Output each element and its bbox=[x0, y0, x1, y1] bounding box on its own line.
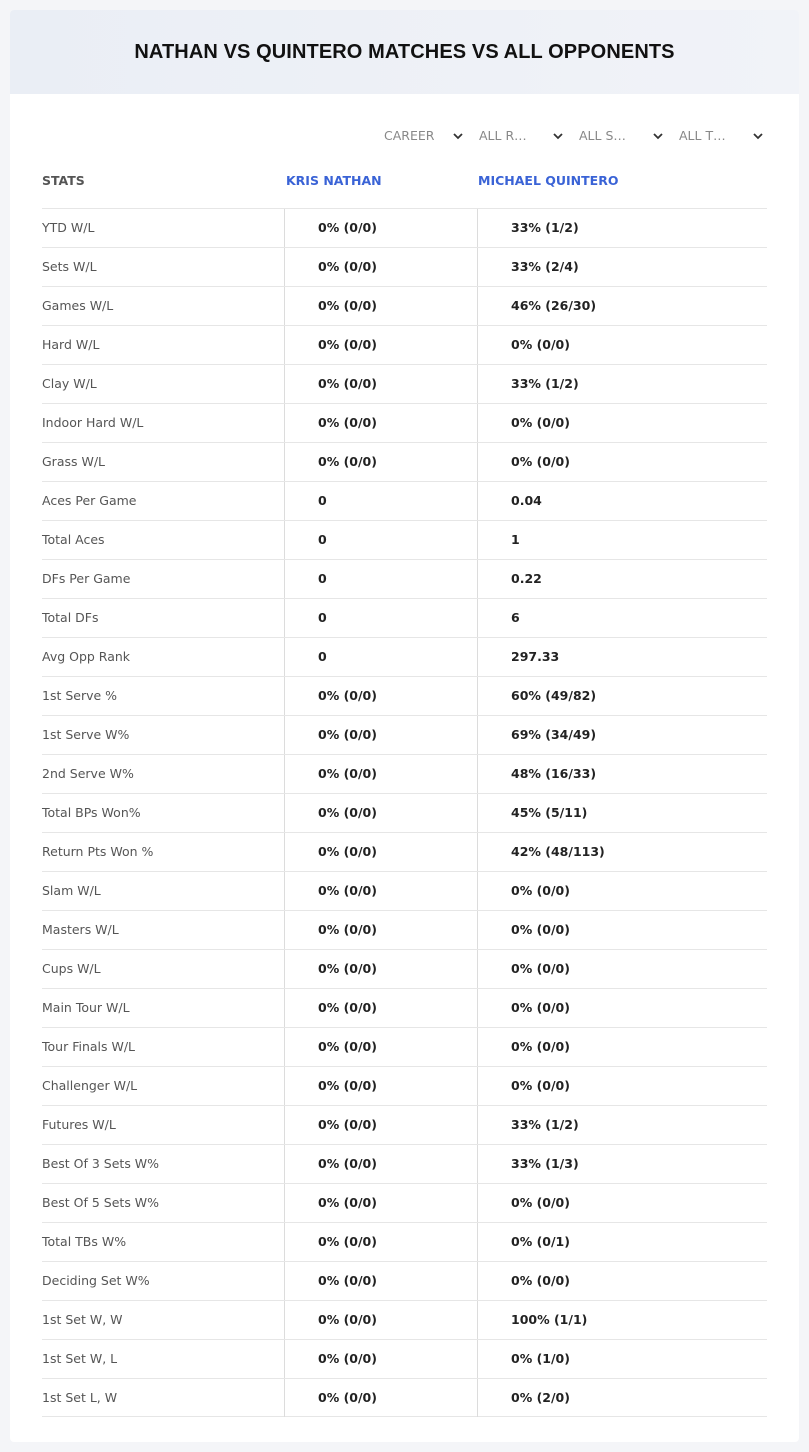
stat-label: 1st Serve W% bbox=[42, 716, 285, 754]
stat-label: Deciding Set W% bbox=[42, 1262, 285, 1300]
player2-value: 33% (1/2) bbox=[511, 1117, 579, 1132]
stats-card bbox=[10, 10, 799, 1442]
player2-value: 6 bbox=[511, 610, 520, 625]
stat-label: YTD W/L bbox=[42, 209, 285, 247]
table-row bbox=[42, 1066, 767, 1105]
player2-value: 42% (48/113) bbox=[511, 844, 605, 859]
filter-career[interactable] bbox=[384, 128, 464, 143]
stat-label: Best Of 5 Sets W% bbox=[42, 1184, 285, 1222]
stat-label: Total TBs W% bbox=[42, 1223, 285, 1261]
player2-value: 0% (0/1) bbox=[511, 1234, 570, 1249]
stat-label: Indoor Hard W/L bbox=[42, 404, 285, 442]
header bbox=[10, 10, 799, 94]
player2-value: 0% (0/0) bbox=[511, 1195, 570, 1210]
table-row bbox=[42, 871, 767, 910]
player2-value: 297.33 bbox=[511, 649, 560, 664]
player2-value: 0% (1/0) bbox=[511, 1351, 570, 1366]
player1-value: 0% (0/0) bbox=[285, 248, 478, 286]
table-row bbox=[42, 754, 767, 793]
player2-value: 0% (0/0) bbox=[511, 1000, 570, 1015]
player2-value: 46% (26/30) bbox=[511, 298, 597, 313]
column-header-stats: STATS bbox=[42, 173, 85, 188]
chevron-down-icon bbox=[452, 130, 464, 142]
stat-label: Avg Opp Rank bbox=[42, 638, 285, 676]
player1-value: 0% (0/0) bbox=[285, 287, 478, 325]
table-row bbox=[42, 325, 767, 364]
player1-value: 0% (0/0) bbox=[285, 677, 478, 715]
player1-value: 0 bbox=[285, 638, 478, 676]
stats-table bbox=[42, 208, 767, 1417]
player1-value: 0% (0/0) bbox=[285, 872, 478, 910]
table-row bbox=[42, 988, 767, 1027]
stat-label: Futures W/L bbox=[42, 1106, 285, 1144]
table-row bbox=[42, 1027, 767, 1066]
player2-value: 60% (49/82) bbox=[511, 688, 597, 703]
player1-value: 0 bbox=[285, 599, 478, 637]
table-row bbox=[42, 208, 767, 247]
player2-value: 33% (1/2) bbox=[511, 376, 579, 391]
table-row bbox=[42, 403, 767, 442]
table-row bbox=[42, 1261, 767, 1300]
player1-value: 0% (0/0) bbox=[285, 755, 478, 793]
player1-value: 0% (0/0) bbox=[285, 365, 478, 403]
filter-label: CAREER bbox=[384, 128, 435, 143]
table-row bbox=[42, 1105, 767, 1144]
player1-value: 0% (0/0) bbox=[285, 1340, 478, 1378]
table-row bbox=[42, 520, 767, 559]
table-row bbox=[42, 949, 767, 988]
chevron-down-icon bbox=[652, 130, 664, 142]
stat-label: Aces Per Game bbox=[42, 482, 285, 520]
player2-value: 0% (0/0) bbox=[511, 961, 570, 976]
table-row bbox=[42, 286, 767, 325]
player1-value: 0% (0/0) bbox=[285, 209, 478, 247]
stat-label: Grass W/L bbox=[42, 443, 285, 481]
table-row bbox=[42, 598, 767, 637]
chevron-down-icon bbox=[752, 130, 764, 142]
filter-rounds[interactable] bbox=[479, 128, 564, 143]
stat-label: Return Pts Won % bbox=[42, 833, 285, 871]
stat-label: Total DFs bbox=[42, 599, 285, 637]
player1-value: 0% (0/0) bbox=[285, 404, 478, 442]
table-row bbox=[42, 1222, 767, 1261]
player1-value: 0% (0/0) bbox=[285, 950, 478, 988]
player2-value: 0% (0/0) bbox=[511, 415, 570, 430]
player1-value: 0% (0/0) bbox=[285, 1145, 478, 1183]
stat-label: Masters W/L bbox=[42, 911, 285, 949]
player1-value: 0% (0/0) bbox=[285, 1028, 478, 1066]
player1-value: 0% (0/0) bbox=[285, 1223, 478, 1261]
table-row bbox=[42, 793, 767, 832]
column-header-player1[interactable]: KRIS NATHAN bbox=[286, 173, 382, 188]
player2-value: 69% (34/49) bbox=[511, 727, 597, 742]
player1-value: 0% (0/0) bbox=[285, 989, 478, 1027]
table-row bbox=[42, 1300, 767, 1339]
stat-label: 1st Set W, L bbox=[42, 1340, 285, 1378]
player1-value: 0% (0/0) bbox=[285, 1301, 478, 1339]
player2-value: 0% (0/0) bbox=[511, 454, 570, 469]
stat-label: DFs Per Game bbox=[42, 560, 285, 598]
player1-value: 0% (0/0) bbox=[285, 1262, 478, 1300]
table-row bbox=[42, 481, 767, 520]
player2-value: 0.04 bbox=[511, 493, 542, 508]
table-row bbox=[42, 676, 767, 715]
player1-value: 0% (0/0) bbox=[285, 911, 478, 949]
table-row bbox=[42, 910, 767, 949]
player1-value: 0% (0/0) bbox=[285, 1106, 478, 1144]
player2-value: 0.22 bbox=[511, 571, 542, 586]
table-row bbox=[42, 1378, 767, 1417]
stat-label: 2nd Serve W% bbox=[42, 755, 285, 793]
stat-label: 1st Serve % bbox=[42, 677, 285, 715]
player2-value: 0% (0/0) bbox=[511, 1039, 570, 1054]
table-row bbox=[42, 637, 767, 676]
player1-value: 0% (0/0) bbox=[285, 716, 478, 754]
stat-label: 1st Set W, W bbox=[42, 1301, 285, 1339]
player2-value: 48% (16/33) bbox=[511, 766, 597, 781]
player2-value: 0% (0/0) bbox=[511, 883, 570, 898]
table-row bbox=[42, 1183, 767, 1222]
player2-value: 0% (0/0) bbox=[511, 1078, 570, 1093]
table-row bbox=[42, 247, 767, 286]
table-row bbox=[42, 1339, 767, 1378]
table-row bbox=[42, 715, 767, 754]
player2-value: 0% (2/0) bbox=[511, 1390, 570, 1405]
player2-value: 33% (1/3) bbox=[511, 1156, 579, 1171]
stat-label: Hard W/L bbox=[42, 326, 285, 364]
page-title: NATHAN VS QUINTERO MATCHES VS ALL OPPONENTS bbox=[134, 40, 675, 63]
stat-label: Main Tour W/L bbox=[42, 989, 285, 1027]
stat-label: Total Aces bbox=[42, 521, 285, 559]
player1-value: 0% (0/0) bbox=[285, 1379, 478, 1417]
filter-label: ALL S… bbox=[579, 128, 626, 143]
stat-label: Sets W/L bbox=[42, 248, 285, 286]
player2-value: 100% (1/1) bbox=[511, 1312, 588, 1327]
player2-value: 33% (2/4) bbox=[511, 259, 579, 274]
filter-label: ALL T… bbox=[679, 128, 726, 143]
stat-label: Games W/L bbox=[42, 287, 285, 325]
stat-label: Cups W/L bbox=[42, 950, 285, 988]
player1-value: 0% (0/0) bbox=[285, 326, 478, 364]
filter-surfaces[interactable] bbox=[579, 128, 664, 143]
stat-label: Challenger W/L bbox=[42, 1067, 285, 1105]
player2-value: 0% (0/0) bbox=[511, 922, 570, 937]
stat-label: Slam W/L bbox=[42, 872, 285, 910]
player1-value: 0 bbox=[285, 482, 478, 520]
player2-value: 45% (5/11) bbox=[511, 805, 588, 820]
player2-value: 33% (1/2) bbox=[511, 220, 579, 235]
player1-value: 0% (0/0) bbox=[285, 794, 478, 832]
player1-value: 0% (0/0) bbox=[285, 1184, 478, 1222]
player1-value: 0% (0/0) bbox=[285, 1067, 478, 1105]
player1-value: 0 bbox=[285, 560, 478, 598]
filter-tournaments[interactable] bbox=[679, 128, 764, 143]
table-row bbox=[42, 559, 767, 598]
player2-value: 0% (0/0) bbox=[511, 1273, 570, 1288]
table-row bbox=[42, 1144, 767, 1183]
stat-label: Total BPs Won% bbox=[42, 794, 285, 832]
player1-value: 0% (0/0) bbox=[285, 443, 478, 481]
player2-value: 1 bbox=[511, 532, 520, 547]
filter-label: ALL R… bbox=[479, 128, 527, 143]
column-header-player2[interactable]: MICHAEL QUINTERO bbox=[478, 173, 619, 188]
table-row bbox=[42, 832, 767, 871]
player1-value: 0 bbox=[285, 521, 478, 559]
player2-value: 0% (0/0) bbox=[511, 337, 570, 352]
stat-label: Tour Finals W/L bbox=[42, 1028, 285, 1066]
stat-label: 1st Set L, W bbox=[42, 1379, 285, 1417]
stat-label: Clay W/L bbox=[42, 365, 285, 403]
table-row bbox=[42, 442, 767, 481]
filter-bar bbox=[10, 128, 799, 150]
stat-label: Best Of 3 Sets W% bbox=[42, 1145, 285, 1183]
player1-value: 0% (0/0) bbox=[285, 833, 478, 871]
table-row bbox=[42, 364, 767, 403]
chevron-down-icon bbox=[552, 130, 564, 142]
